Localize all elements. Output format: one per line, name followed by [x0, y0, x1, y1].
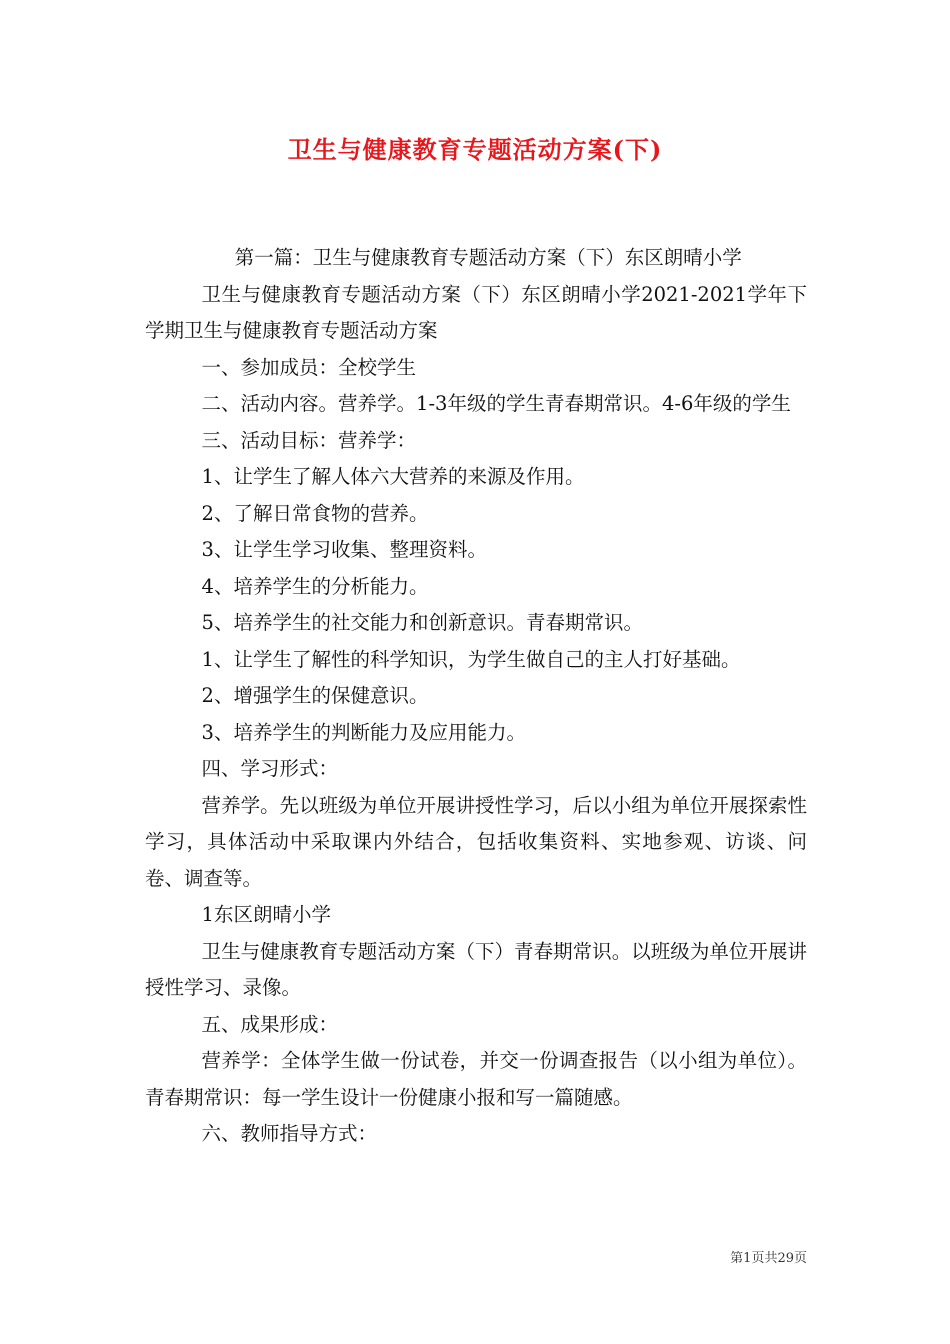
- page-number-footer: 第1页共29页: [730, 1251, 807, 1266]
- paragraph-13: 3、培养学生的判断能力及应用能力。: [201, 720, 526, 744]
- paragraph-3: 一、参加成员：全校学生: [201, 355, 417, 379]
- paragraph-18: 五、成果形成：: [201, 1012, 339, 1036]
- paragraph-12: 2、增强学生的保健意识。: [201, 684, 429, 707]
- paragraph-10: 5、培养学生的社交能力和创新意识。青春期常识。: [201, 611, 643, 634]
- paragraph-15: 营养学。先以班级为单位开展讲授性学习，后以小组为单位开展探索性学习，具体活动中采取课内外结合，包括收集资料、实地参观、访谈、问卷、调查等。: [145, 793, 807, 890]
- document-body: [145, 240, 807, 1153]
- document-title: 卫生与健康教育专题活动方案(下): [287, 135, 663, 164]
- paragraph-7: 2、了解日常食物的营养。: [201, 501, 429, 525]
- paragraph-20: 六、教师指导方式：: [201, 1122, 378, 1145]
- paragraph-2: 卫生与健康教育专题活动方案（下）东区朗晴小学2021-2021学年下学期卫生与健康教育专题活动方案: [145, 282, 807, 342]
- paragraph-1: 第一篇：卫生与健康教育专题活动方案（下）东区朗晴小学: [234, 246, 742, 269]
- paragraph-11: 1、让学生了解性的科学知识，为学生做自己的主人打好基础。: [201, 647, 741, 671]
- paragraph-4: 二、活动内容。营养学。1-3年级的学生青春期常识。4-6年级的学生: [201, 392, 791, 415]
- paragraph-8: 3、让学生学习收集、整理资料。: [201, 538, 487, 561]
- paragraph-6: 1、让学生了解人体六大营养的来源及作用。: [201, 465, 585, 488]
- paragraph-9: 4、培养学生的分析能力。: [201, 574, 429, 598]
- paragraph-16: 1东区朗晴小学: [201, 903, 331, 926]
- paragraph-14: 四、学习形式：: [201, 757, 339, 780]
- paragraph-19: 营养学：全体学生做一份试卷，并交一份调查报告（以小组为单位）。青春期常识：每一学生设计一份健康小报和写一篇随感。: [145, 1049, 807, 1109]
- paragraph-17: 卫生与健康教育专题活动方案（下）青春期常识。以班级为单位开展讲授性学习、录像。: [145, 939, 807, 999]
- paragraph-5: 三、活动目标：营养学：: [201, 428, 417, 452]
